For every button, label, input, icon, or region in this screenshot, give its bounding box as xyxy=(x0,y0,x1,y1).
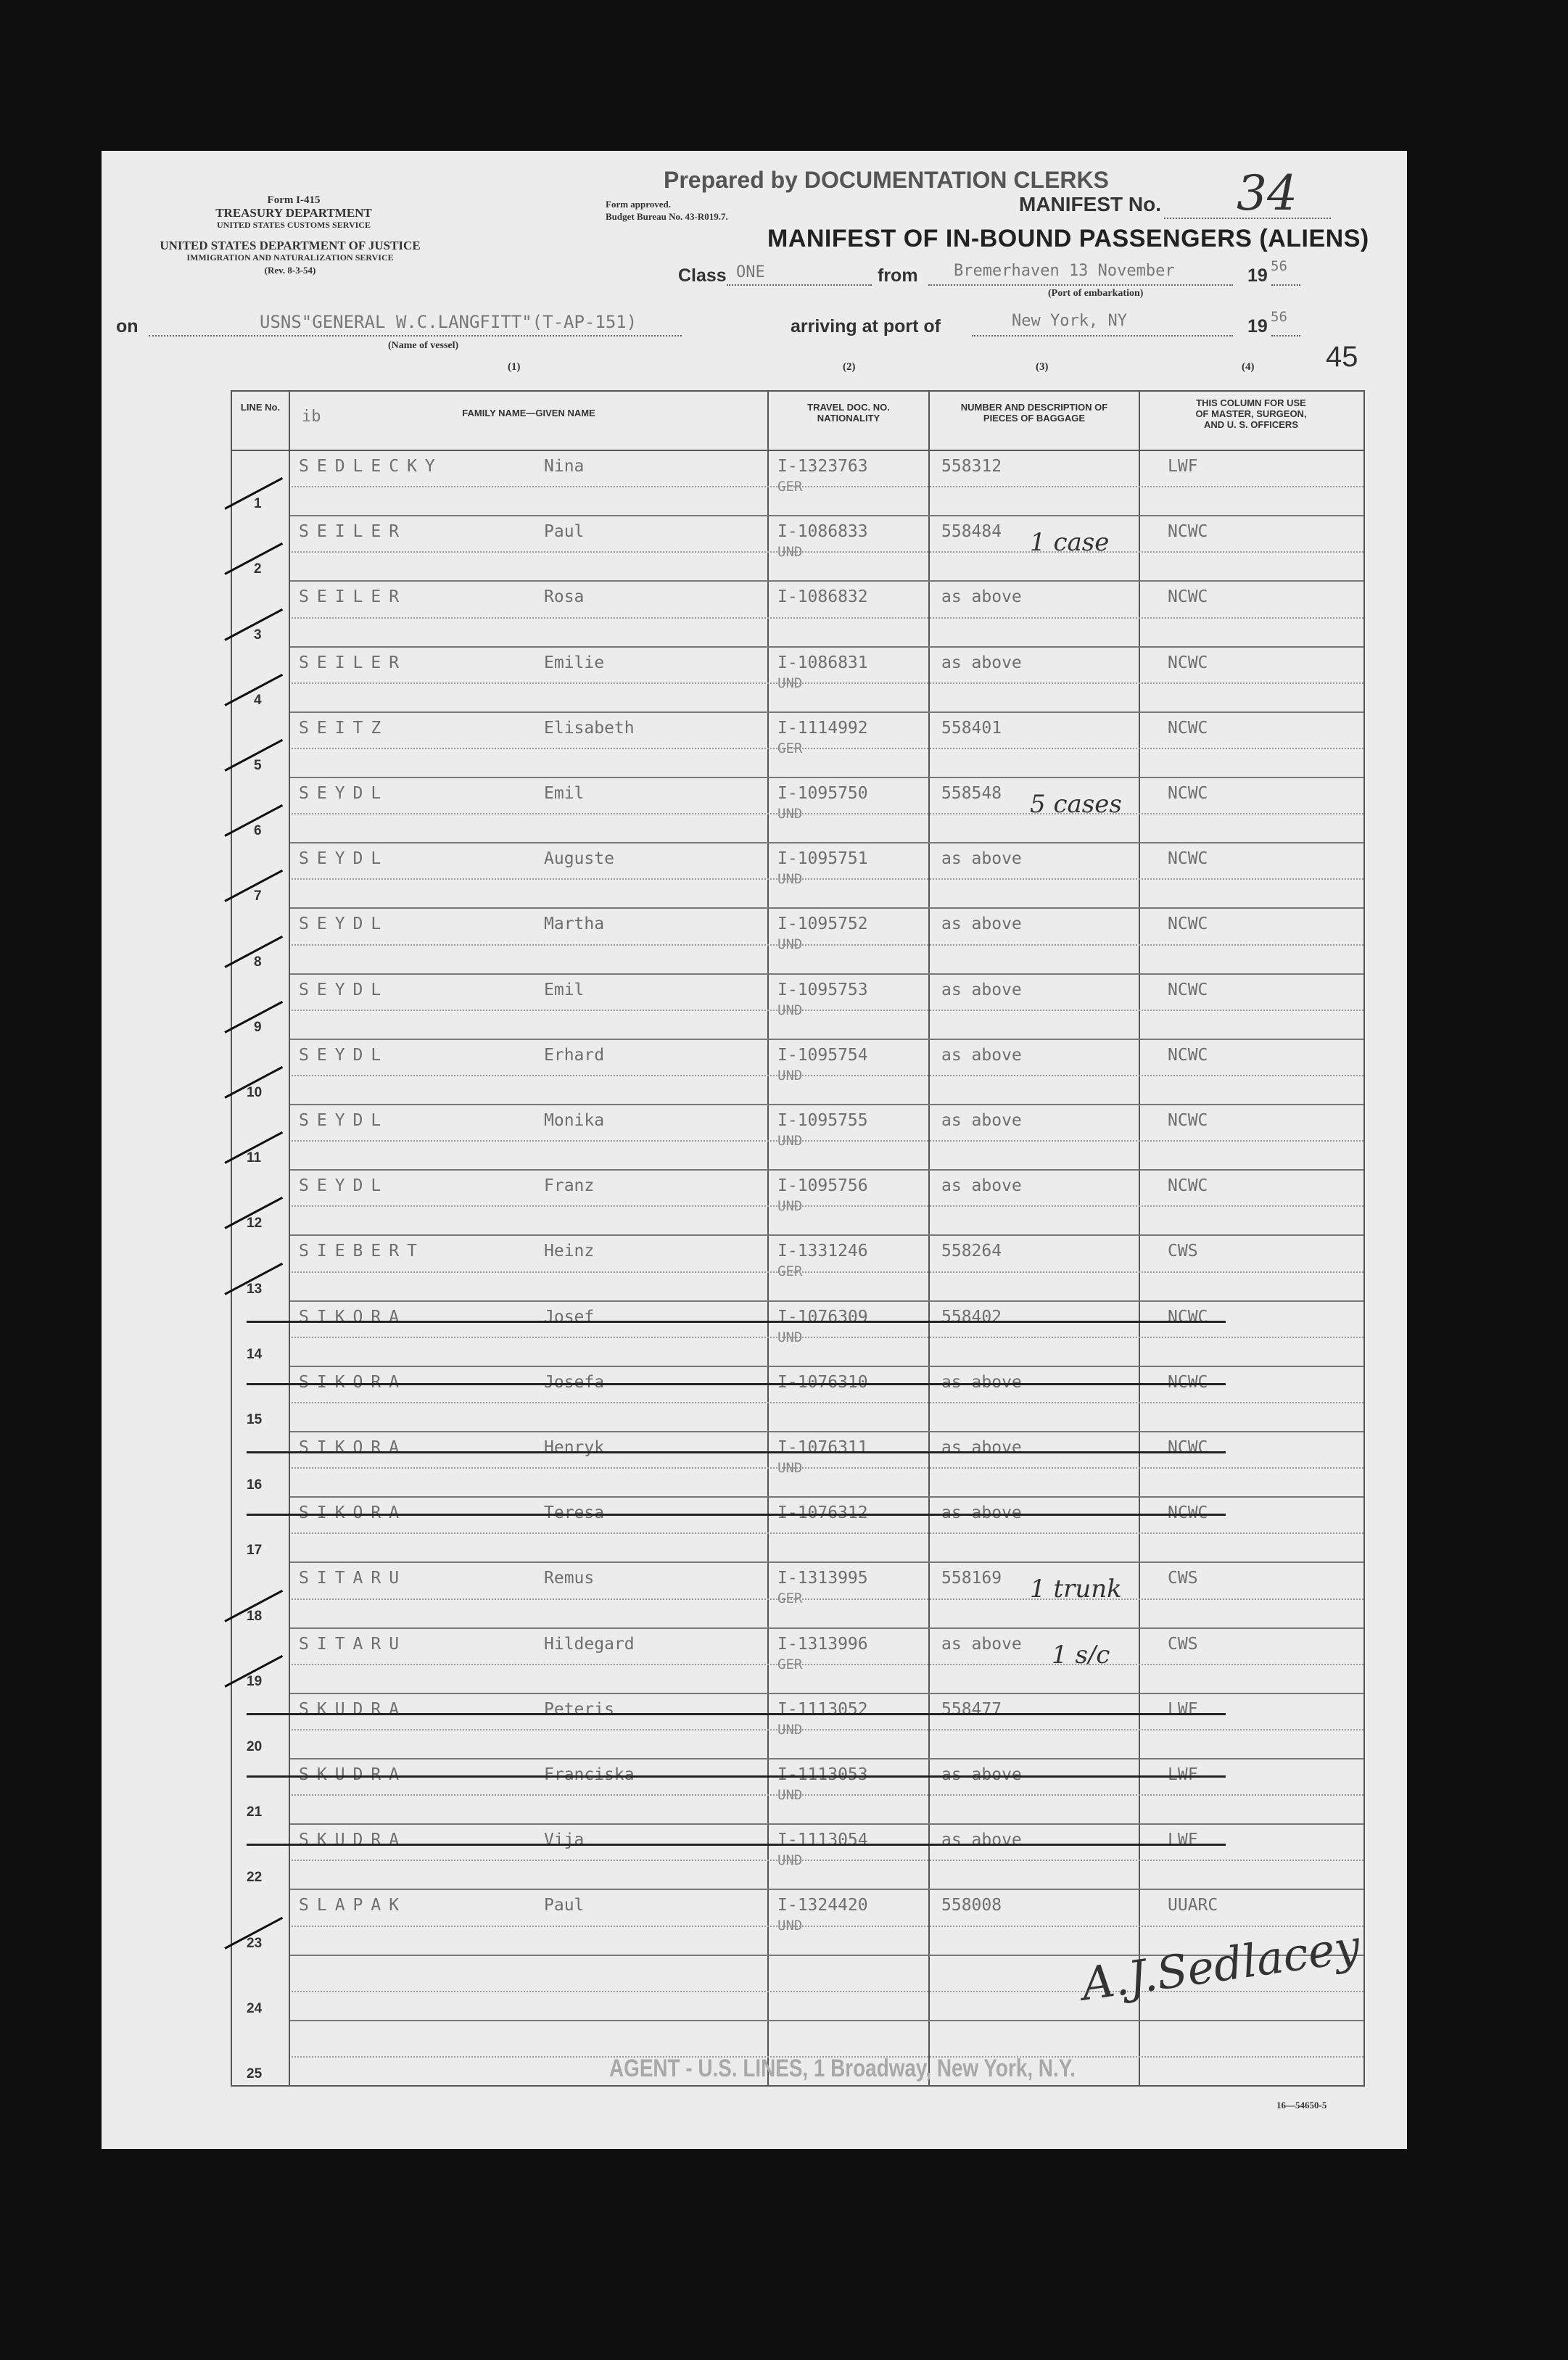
given-name: Teresa xyxy=(544,1503,605,1523)
line-number: 11 xyxy=(247,1150,262,1166)
travel-doc-no: I-1076310 xyxy=(777,1372,868,1392)
strike-through-line xyxy=(247,1383,1226,1385)
sheet-number: 45 xyxy=(1326,341,1358,373)
agent-stamp: AGENT - U.S. LINES, 1 Broadway, New York, N.Y. xyxy=(609,2055,1076,2082)
line-number: 10 xyxy=(247,1084,263,1100)
officers-header xyxy=(1140,397,1362,430)
family-name: SEITZ xyxy=(299,718,389,738)
strike-through-line xyxy=(247,1514,1226,1516)
given-name: Franz xyxy=(544,1176,595,1196)
from-value: Bremerhaven 13 November xyxy=(954,262,1175,280)
travel-doc-no: I-1095756 xyxy=(777,1176,868,1196)
travel-doc-no: I-1324420 xyxy=(777,1896,868,1915)
table-row xyxy=(232,1300,1363,1366)
table-row xyxy=(232,1039,1363,1104)
line-number: 14 xyxy=(247,1346,263,1362)
nationality: UND xyxy=(777,1329,803,1345)
port-underline xyxy=(972,335,1233,337)
baggage: 558484 xyxy=(941,522,1002,542)
row-rule xyxy=(292,551,1363,553)
row-rule xyxy=(292,1271,1363,1273)
travel-doc-no: I-1313995 xyxy=(777,1569,868,1588)
travel-doc-no: I-1095751 xyxy=(777,849,868,869)
line-number: 24 xyxy=(247,2000,263,2016)
travel-doc-no: I-1323763 xyxy=(777,457,868,476)
given-name: Rosa xyxy=(544,587,585,607)
family-name: SIKORA xyxy=(299,1372,408,1392)
officer-agency: LWF xyxy=(1168,1699,1198,1719)
col3-number: (3) xyxy=(1036,361,1049,373)
row-rule xyxy=(292,1140,1363,1142)
row-rule xyxy=(292,748,1363,749)
travel-doc-no: I-1095754 xyxy=(777,1045,868,1065)
col4-number: (4) xyxy=(1242,361,1255,373)
given-name: Emilie xyxy=(544,653,605,672)
baggage: 558264 xyxy=(941,1242,1002,1261)
from-underline xyxy=(928,284,1233,286)
family-name: SKUDRA xyxy=(299,1831,408,1850)
officer-agency: NCWC xyxy=(1168,1176,1208,1196)
line-number: 1 xyxy=(254,496,262,512)
budget-bureau: Budget Bureau No. 43-R019.7. xyxy=(606,211,728,222)
family-name: SEILER xyxy=(299,653,408,672)
row-rule xyxy=(292,1926,1363,1927)
rev-date: (Rev. 8-3-54) xyxy=(264,265,316,276)
given-name: Vija xyxy=(544,1831,585,1850)
officers-label-2: OF MASTER, SURGEON, xyxy=(1195,408,1307,419)
line-number: 12 xyxy=(247,1216,263,1231)
given-name: Remus xyxy=(544,1569,595,1588)
baggage: as above xyxy=(941,849,1022,869)
strike-through-line xyxy=(247,1713,1226,1715)
baggage-label-1: NUMBER AND DESCRIPTION OF xyxy=(960,402,1108,413)
line-number: 20 xyxy=(247,1738,263,1754)
baggage: as above xyxy=(941,653,1022,672)
nationality-label: NATIONALITY xyxy=(817,413,880,424)
family-name: SEYDL xyxy=(299,784,389,803)
baggage: as above xyxy=(941,587,1022,607)
nationality: UND xyxy=(777,1918,803,1934)
line-number: 19 xyxy=(247,1673,263,1689)
family-name: SEYDL xyxy=(299,1111,389,1130)
officer-agency: CWS xyxy=(1168,1634,1198,1654)
passenger-table xyxy=(231,390,1365,2087)
nationality: GER xyxy=(777,479,803,495)
officer-agency: NCWC xyxy=(1168,980,1208,999)
table-row xyxy=(232,1234,1363,1300)
travel-doc-no: I-1114992 xyxy=(777,718,868,738)
row-rule xyxy=(292,1598,1363,1600)
family-name: SLAPAK xyxy=(299,1896,408,1915)
baggage-handwritten-note: 1 case xyxy=(1030,528,1110,558)
line-number: 16 xyxy=(247,1477,263,1493)
row-rule xyxy=(292,1860,1363,1861)
table-row xyxy=(232,450,1363,515)
travel-doc-no: I-1076311 xyxy=(777,1438,868,1457)
baggage: as above xyxy=(941,1503,1022,1523)
header-note: ib xyxy=(302,408,321,426)
baggage: as above xyxy=(941,1045,1022,1065)
baggage: as above xyxy=(941,1831,1022,1850)
treasury-dept: TREASURY DEPARTMENT xyxy=(215,206,372,220)
table-row xyxy=(232,907,1363,973)
table-row xyxy=(232,842,1363,907)
given-name: Hildegard xyxy=(544,1634,635,1654)
nationality: UND xyxy=(777,936,803,953)
baggage: 558548 xyxy=(941,784,1002,803)
line-number: 5 xyxy=(254,757,262,773)
line-number: 21 xyxy=(247,1804,263,1820)
row-rule xyxy=(292,1794,1363,1796)
row-rule xyxy=(292,1010,1363,1011)
class-value: ONE xyxy=(736,263,765,281)
given-name: Franciska xyxy=(544,1765,635,1784)
line-number: 2 xyxy=(254,561,262,577)
nationality: UND xyxy=(777,806,803,822)
ins-service: IMMIGRATION AND NATURALIZATION SERVICE xyxy=(186,252,394,263)
baggage: as above xyxy=(941,1372,1022,1392)
family-name: SEYDL xyxy=(299,1176,389,1196)
officer-agency: NCWC xyxy=(1168,653,1208,672)
year2-value: 56 xyxy=(1271,309,1287,325)
officer-agency: NCWC xyxy=(1168,718,1208,738)
officer-agency: NCWC xyxy=(1168,1307,1208,1327)
nationality: UND xyxy=(777,871,803,888)
nationality: UND xyxy=(777,1460,803,1476)
justice-block xyxy=(116,239,464,276)
travel-doc-no: I-1095750 xyxy=(777,784,868,803)
nationality: UND xyxy=(777,1787,803,1803)
baggage: as above xyxy=(941,1438,1022,1457)
table-row xyxy=(232,711,1363,777)
family-name: SKUDRA xyxy=(299,1765,408,1784)
travel-doc-no: I-1113054 xyxy=(777,1831,868,1850)
from-label: from xyxy=(878,265,918,286)
baggage-header xyxy=(930,402,1139,424)
manifest-title: MANIFEST OF IN-BOUND PASSENGERS (ALIENS) xyxy=(767,225,1369,252)
row-rule xyxy=(292,944,1363,946)
baggage: 558401 xyxy=(941,718,1002,738)
row-rule xyxy=(292,682,1363,684)
table-row xyxy=(232,777,1363,842)
table-row xyxy=(232,646,1363,711)
travel-doc-label: TRAVEL DOC. NO. xyxy=(807,402,890,413)
family-name: SITARU xyxy=(299,1634,408,1654)
officer-agency: UUARC xyxy=(1168,1896,1218,1915)
nationality: UND xyxy=(777,1002,803,1018)
family-name: SEILER xyxy=(299,587,408,607)
strike-through-line xyxy=(247,1321,1226,1323)
table-row xyxy=(232,1169,1363,1234)
line-number: 13 xyxy=(247,1281,263,1297)
row-rule xyxy=(292,1337,1363,1338)
family-name: SKUDRA xyxy=(299,1699,408,1719)
line-number: 15 xyxy=(247,1411,263,1427)
nationality: GER xyxy=(777,740,803,756)
family-name: SIKORA xyxy=(299,1307,408,1327)
form-identification xyxy=(170,194,417,231)
family-name: SEYDL xyxy=(299,915,389,934)
travel-doc-header xyxy=(769,402,928,424)
class-underline xyxy=(727,284,872,286)
travel-doc-no: I-1076312 xyxy=(777,1503,868,1523)
travel-doc-no: I-1095752 xyxy=(777,915,868,934)
nationality: UND xyxy=(777,544,803,561)
table-row xyxy=(232,1561,1363,1627)
baggage: as above xyxy=(941,1176,1022,1196)
vessel-caption: (Name of vessel) xyxy=(388,340,459,351)
table-row xyxy=(232,1366,1363,1431)
vessel-name: USNS"GENERAL W.C.LANGFITT"(T-AP-151) xyxy=(260,312,637,332)
nationality: UND xyxy=(777,674,803,691)
family-name: SIKORA xyxy=(299,1438,408,1457)
line-number: 23 xyxy=(247,1935,263,1951)
baggage: as above xyxy=(941,980,1022,999)
officers-label-1: THIS COLUMN FOR USE xyxy=(1196,397,1306,408)
table-row xyxy=(232,1104,1363,1169)
nationality: UND xyxy=(777,1852,803,1869)
row-rule xyxy=(292,1402,1363,1403)
row-rule xyxy=(292,1664,1363,1665)
baggage-label-2: PIECES OF BAGGAGE xyxy=(983,413,1086,424)
travel-doc-no: I-1113052 xyxy=(777,1699,868,1719)
family-name: SEILER xyxy=(299,522,408,542)
travel-doc-no: I-1331246 xyxy=(777,1242,868,1261)
row-rule xyxy=(292,486,1363,487)
row-rule xyxy=(292,1729,1363,1730)
strike-through-line xyxy=(247,1775,1226,1778)
baggage-handwritten-note: 5 cases xyxy=(1030,790,1122,819)
officer-agency: NCWC xyxy=(1168,784,1208,803)
travel-doc-no: I-1086833 xyxy=(777,522,868,542)
travel-doc-no: I-1086832 xyxy=(777,587,868,607)
table-row xyxy=(232,1627,1363,1693)
line-number: 18 xyxy=(247,1608,263,1624)
port-value: New York, NY xyxy=(1012,312,1127,330)
arriving-label: arriving at port of xyxy=(791,316,941,337)
manifest-sheet xyxy=(102,151,1407,2149)
family-name: SEYDL xyxy=(299,849,389,869)
line-number: 4 xyxy=(254,692,262,708)
embark-caption: (Port of embarkation) xyxy=(1048,288,1144,299)
baggage: 558312 xyxy=(941,457,1002,476)
officer-agency: NCWC xyxy=(1168,1438,1208,1457)
baggage: as above xyxy=(941,1634,1022,1654)
table-row xyxy=(232,1693,1363,1758)
baggage-handwritten-note: 1 s/c xyxy=(1052,1640,1110,1670)
officer-agency: LWF xyxy=(1168,1831,1198,1850)
travel-doc-no: I-1076309 xyxy=(777,1307,868,1327)
travel-doc-no: I-1086831 xyxy=(777,653,868,672)
nationality: GER xyxy=(777,1656,803,1672)
form-number: Form I-415 xyxy=(267,194,321,206)
class-label: Class xyxy=(678,265,727,286)
table-row xyxy=(232,515,1363,580)
given-name: Erhard xyxy=(544,1045,605,1065)
table-row xyxy=(232,1823,1363,1889)
manifest-number: 34 xyxy=(1237,165,1297,221)
col2-number: (2) xyxy=(843,361,856,373)
given-name: Peteris xyxy=(544,1699,614,1719)
baggage: 558477 xyxy=(941,1699,1002,1719)
given-name: Josefa xyxy=(544,1372,605,1392)
given-name: Monika xyxy=(544,1111,605,1130)
row-rule xyxy=(292,1467,1363,1469)
family-name: SEDLECKY xyxy=(299,457,443,476)
given-name: Elisabeth xyxy=(544,718,635,738)
year2-underline xyxy=(1271,335,1300,337)
row-rule xyxy=(292,1075,1363,1076)
row-rule xyxy=(292,878,1363,880)
officer-agency: CWS xyxy=(1168,1569,1198,1588)
officer-agency: NCWC xyxy=(1168,1372,1208,1392)
line-number: 6 xyxy=(254,823,262,839)
year-value: 56 xyxy=(1271,258,1287,274)
manifest-no-label: MANIFEST No. xyxy=(1019,193,1161,215)
family-name: SITARU xyxy=(299,1569,408,1588)
customs-service: UNITED STATES CUSTOMS SERVICE xyxy=(217,220,371,230)
table-row xyxy=(232,1431,1363,1496)
year-prefix: 19 xyxy=(1247,265,1268,286)
table-row xyxy=(232,580,1363,645)
baggage: 558008 xyxy=(941,1896,1002,1915)
officer-agency: LWF xyxy=(1168,457,1198,476)
baggage: as above xyxy=(941,1765,1022,1784)
officers-label-3: AND U. S. OFFICERS xyxy=(1203,419,1298,430)
row-rule xyxy=(292,813,1363,814)
given-name: Martha xyxy=(544,915,605,934)
given-name: Auguste xyxy=(544,849,614,869)
justice-dept: UNITED STATES DEPARTMENT OF JUSTICE xyxy=(160,239,421,252)
officer-agency: CWS xyxy=(1168,1242,1198,1261)
table-row xyxy=(232,973,1363,1039)
given-name: Josef xyxy=(544,1307,595,1327)
baggage: as above xyxy=(941,915,1022,934)
year2-prefix: 19 xyxy=(1247,316,1268,337)
line-number: 9 xyxy=(254,1019,262,1035)
travel-doc-no: I-1313996 xyxy=(777,1634,868,1654)
given-name: Emil xyxy=(544,784,585,803)
officer-agency: NCWC xyxy=(1168,522,1208,542)
given-name: Emil xyxy=(544,980,585,999)
nationality: GER xyxy=(777,1263,803,1280)
nationality: UND xyxy=(777,1067,803,1084)
baggage: 558402 xyxy=(941,1307,1002,1327)
nationality: UND xyxy=(777,1198,803,1215)
family-name: SIKORA xyxy=(299,1503,408,1523)
family-name: SEYDL xyxy=(299,980,389,999)
given-name: Paul xyxy=(544,522,585,542)
family-name: SIEBERT xyxy=(299,1242,425,1261)
row-rule xyxy=(292,617,1363,619)
row-rule xyxy=(292,1205,1363,1207)
travel-doc-no: I-1113053 xyxy=(777,1765,868,1784)
officer-agency: NCWC xyxy=(1168,1503,1208,1523)
baggage: as above xyxy=(941,1111,1022,1130)
line-number: 22 xyxy=(247,1870,263,1886)
line-number: 7 xyxy=(254,888,262,904)
officer-signature: A.J.Sedlacey xyxy=(1078,1919,1363,2011)
line-number: 25 xyxy=(247,2066,263,2081)
officer-agency: NCWC xyxy=(1168,1045,1208,1065)
table-row xyxy=(232,1496,1363,1561)
prepared-stamp: Prepared by DOCUMENTATION CLERKS xyxy=(664,167,1109,193)
line-number: 17 xyxy=(247,1543,263,1559)
travel-doc-no: I-1095755 xyxy=(777,1111,868,1130)
nationality: UND xyxy=(777,1721,803,1738)
officer-agency: NCWC xyxy=(1168,587,1208,607)
row-rule xyxy=(292,1532,1363,1534)
given-name: Paul xyxy=(544,1896,585,1915)
line-number: 3 xyxy=(254,627,262,643)
col1-number: (1) xyxy=(508,361,521,373)
given-name: Henryk xyxy=(544,1438,605,1457)
name-header: FAMILY NAME—GIVEN NAME xyxy=(462,408,595,418)
officer-agency: NCWC xyxy=(1168,849,1208,869)
baggage: 558169 xyxy=(941,1569,1002,1588)
line-number: 8 xyxy=(254,954,262,970)
travel-doc-no: I-1095753 xyxy=(777,980,868,999)
given-name: Nina xyxy=(544,457,585,476)
strike-through-line xyxy=(247,1451,1226,1453)
baggage-handwritten-note: 1 trunk xyxy=(1030,1575,1122,1604)
given-name: Heinz xyxy=(544,1242,595,1261)
line-no-header: LINE No. xyxy=(240,402,281,413)
vessel-underline xyxy=(149,335,682,337)
officer-agency: NCWC xyxy=(1168,915,1208,934)
nationality: GER xyxy=(777,1590,803,1607)
form-approved: Form approved. xyxy=(606,199,672,210)
strike-through-line xyxy=(247,1844,1226,1846)
officer-agency: NCWC xyxy=(1168,1111,1208,1130)
on-label: on xyxy=(116,316,139,337)
officer-agency: LWF xyxy=(1168,1765,1198,1784)
footer-code: 16—54650-5 xyxy=(1276,2100,1327,2111)
nationality: UND xyxy=(777,1133,803,1149)
table-row xyxy=(232,1758,1363,1823)
approval-block xyxy=(606,198,728,223)
year-underline xyxy=(1271,284,1300,286)
family-name: SEYDL xyxy=(299,1045,389,1065)
